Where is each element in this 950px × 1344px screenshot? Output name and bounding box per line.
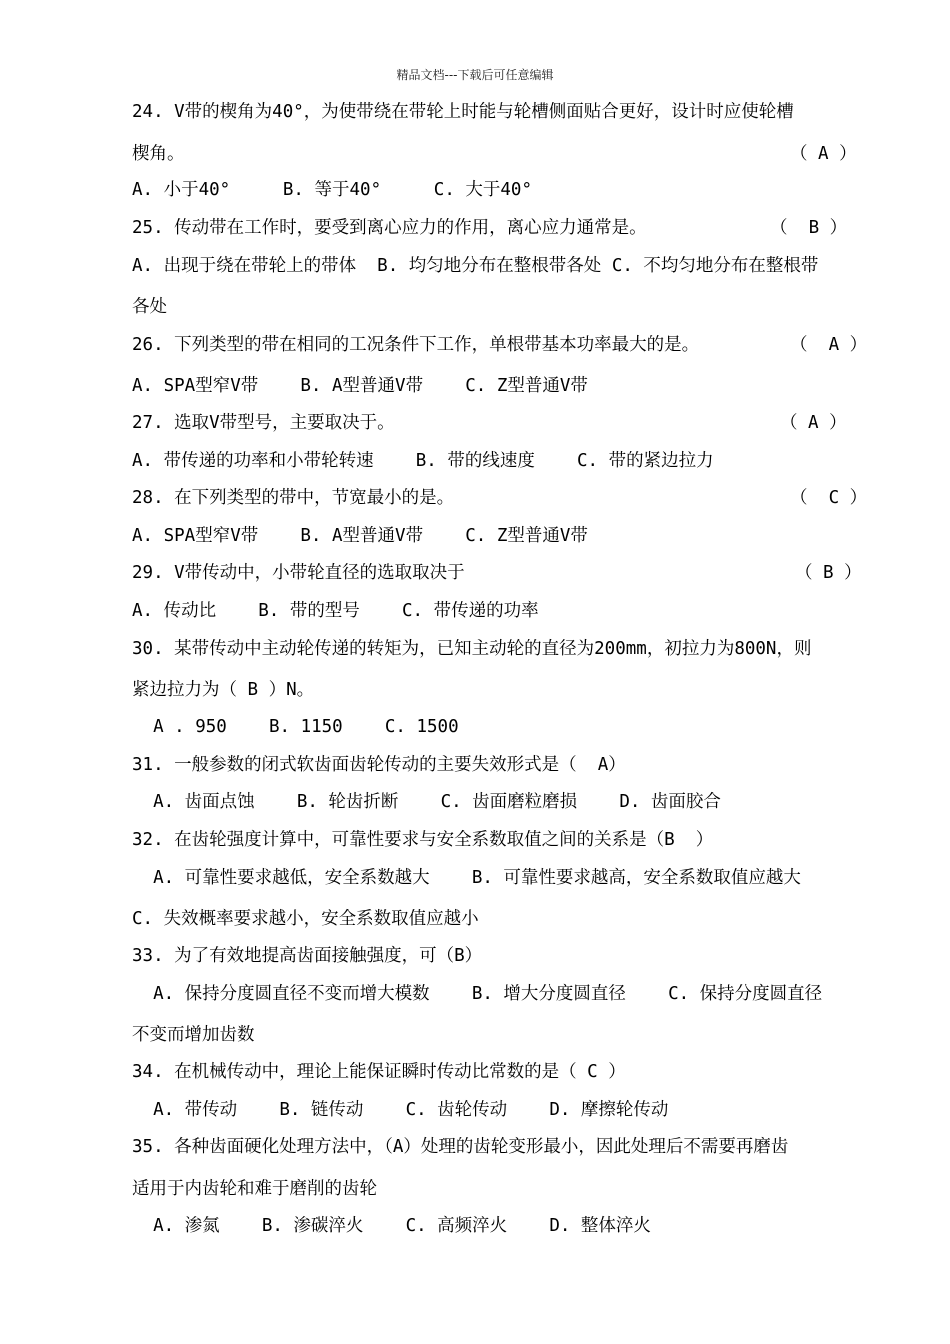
q29-line1: 29. V带传动中，小带轮直径的选取取决于 (132, 563, 465, 583)
q25-options-line1: A. 出现于绕在带轮上的带体 B. 均匀地分布在整根带各处 C. 不均匀地分布在整根带 (132, 256, 819, 276)
q27-line1: 27. 选取V带型号，主要取决于。 (132, 413, 395, 433)
q32-line1: 32. 在齿轮强度计算中，可靠性要求与安全系数取值之间的关系是（B ） (132, 830, 714, 850)
q33-options-line1: A. 保持分度圆直径不变而增大模数 B. 增大分度圆直径 C. 保持分度圆直径 (132, 984, 823, 1004)
q33-line1: 33. 为了有效地提高齿面接触强度，可（B） (132, 946, 483, 966)
q27-answer: （ A ） (780, 413, 847, 433)
q30-options: A . 950 B. 1150 C. 1500 (132, 717, 459, 737)
q35-options: A. 渗氮 B. 渗碳淬火 C. 高频淬火 D. 整体淬火 (132, 1216, 651, 1236)
q30-line2: 紧边拉力为（ B ）N。 (132, 680, 315, 700)
q25-line1: 25. 传动带在工作时，要受到离心应力的作用，离心应力通常是。 (132, 218, 647, 238)
q25-options-line2: 各处 (132, 297, 167, 317)
q33-options-line2: 不变而增加齿数 (132, 1025, 255, 1045)
q32-options-line1: A. 可靠性要求越低，安全系数越大 B. 可靠性要求越高，安全系数取值应越大 (132, 868, 801, 888)
q28-answer: （ C ） (790, 488, 868, 508)
q34-options: A. 带传动 B. 链传动 C. 齿轮传动 D. 摩擦轮传动 (132, 1100, 669, 1120)
q29-answer: （ B ） (795, 563, 862, 583)
q27-options: A. 带传递的功率和小带轮转速 B. 带的线速度 C. 带的紧边拉力 (132, 451, 714, 471)
q30-line1: 30. 某带传动中主动轮传递的转矩为，已知主动轮的直径为200mm，初拉力为800N，则 (132, 639, 812, 659)
q35-line1: 35. 各种齿面硬化处理方法中，（A）处理的齿轮变形最小，因此处理后不需要再磨齿 (132, 1137, 789, 1157)
q25-answer: （ B ） (770, 218, 848, 238)
q29-options: A. 传动比 B. 带的型号 C. 带传递的功率 (132, 601, 539, 621)
page-header: 精品文档---下载后可任意编辑 (396, 68, 554, 82)
q24-answer: （ A ） (790, 144, 857, 164)
q26-options: A. SPA型窄V带 B. A型普通V带 C. Z型普通V带 (132, 376, 588, 396)
q34-line1: 34. 在机械传动中，理论上能保证瞬时传动比常数的是（ C ） (132, 1062, 626, 1082)
q26-answer: （ A ） (790, 335, 868, 355)
q32-options-line2: C. 失效概率要求越小，安全系数取值应越小 (132, 909, 479, 929)
q31-line1: 31. 一般参数的闭式软齿面齿轮传动的主要失效形式是（ A） (132, 755, 626, 775)
q31-options: A. 齿面点蚀 B. 轮齿折断 C. 齿面磨粒磨损 D. 齿面胶合 (132, 792, 721, 812)
q35-line2: 适用于内齿轮和难于磨削的齿轮 (132, 1179, 377, 1199)
q26-line1: 26. 下列类型的带在相同的工况条件下工作，单根带基本功率最大的是。 (132, 335, 700, 355)
q28-line1: 28. 在下列类型的带中，节宽最小的是。 (132, 488, 455, 508)
q28-options: A. SPA型窄V带 B. A型普通V带 C. Z型普通V带 (132, 526, 588, 546)
q24-line2: 楔角。 (132, 144, 185, 164)
q24-options: A. 小于40° B. 等于40° C. 大于40° (132, 180, 533, 200)
q24-line1: 24. V带的楔角为40°，为使带绕在带轮上时能与轮槽侧面贴合更好，设计时应使轮槽 (132, 102, 794, 122)
